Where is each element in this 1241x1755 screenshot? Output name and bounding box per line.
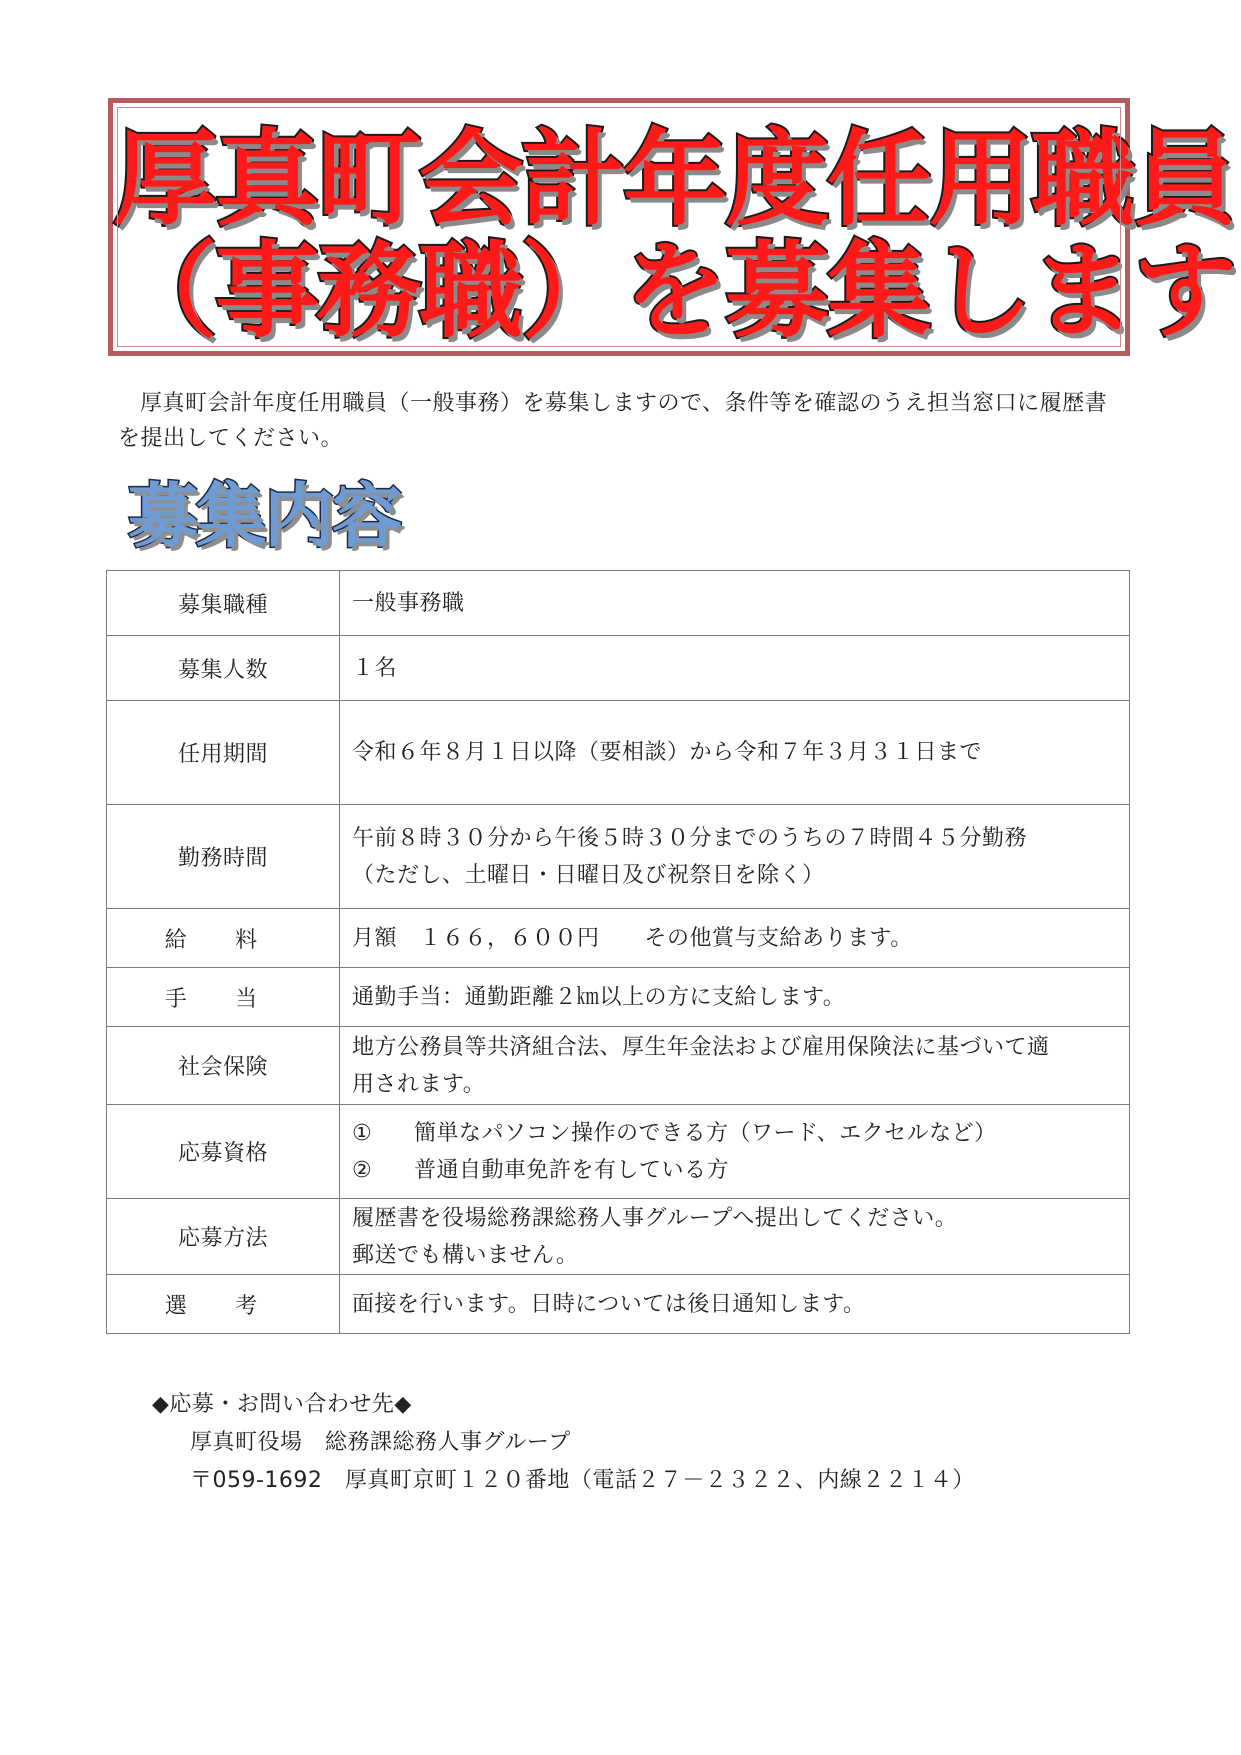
contact-block <box>152 1386 975 1500</box>
row-value-line: 一般事務職 <box>352 590 465 616</box>
row-label: 応募資格 <box>107 1105 340 1199</box>
row-label: 勤務時間 <box>107 805 340 909</box>
row-label: 応募方法 <box>107 1199 340 1275</box>
row-value <box>340 1105 1130 1199</box>
table-row <box>107 1275 1130 1334</box>
list-number: ① <box>352 1120 373 1146</box>
list-text: 普通自動車免許を有している方 <box>414 1157 730 1183</box>
row-label-text: 手当 <box>164 986 306 1012</box>
table-row <box>107 909 1130 968</box>
table-row <box>107 968 1130 1027</box>
row-value-line: １名 <box>352 655 398 681</box>
table-row <box>107 636 1130 701</box>
row-label-text: 給料 <box>164 927 306 953</box>
row-value <box>340 909 1130 968</box>
row-value <box>340 1027 1130 1105</box>
row-value-line: 地方公務員等共済組合法、厚生年金法および雇用保険法に基づいて適 <box>352 1034 1050 1060</box>
row-value <box>340 701 1130 805</box>
row-value-line: 履歴書を役場総務課総務人事グループへ提出してください。 <box>352 1205 958 1231</box>
row-value-line: 通勤手当：通勤距離２㎞以上の方に支給します。 <box>352 984 846 1010</box>
row-label-text: 選考 <box>164 1293 306 1319</box>
title-line-1: 厚真町会計年度任用職員 <box>113 118 1236 240</box>
table-row <box>107 1027 1130 1105</box>
row-value <box>340 571 1130 636</box>
row-value <box>340 636 1130 701</box>
contact-office: 厚真町役場 総務課総務人事グループ <box>190 1430 571 1455</box>
intro-text: 厚真町会計年度任用職員（一般事務）を募集しますので、条件等を確認のうえ担当窓口に履歴書を提出してください。 <box>118 391 1108 451</box>
row-label: 募集人数 <box>107 636 340 701</box>
row-value-line: 令和６年８月１日以降（要相談）から令和７年３月３１日まで <box>352 740 983 765</box>
title-line-2: （事務職）を募集します <box>113 230 1236 352</box>
table-row <box>107 1105 1130 1199</box>
table-row <box>107 805 1130 909</box>
row-label: 任用期間 <box>107 701 340 805</box>
contact-address: 〒059-1692 厚真町京町１２０番地（電話２７－２３２２、内線２２１４） <box>190 1468 975 1493</box>
row-value <box>340 1199 1130 1275</box>
row-label: 社会保険 <box>107 1027 340 1105</box>
list-number: ② <box>352 1157 373 1183</box>
table-row <box>107 1199 1130 1275</box>
row-label <box>107 1275 340 1334</box>
contact-heading: ◆応募・お問い合わせ先◆ <box>152 1392 412 1417</box>
row-value-line: 月額 １６６，６００円 その他賞与支給あります。 <box>352 925 913 951</box>
list-item <box>352 1152 1129 1189</box>
list-text: 簡単なパソコン操作のできる方（ワード、エクセルなど） <box>414 1120 997 1146</box>
table-row <box>107 701 1130 805</box>
row-value-line: 面接を行います。日時については後日通知します。 <box>352 1291 866 1317</box>
recruitment-table <box>106 570 1130 1334</box>
row-value <box>340 805 1130 909</box>
row-value <box>340 1275 1130 1334</box>
row-value <box>340 968 1130 1027</box>
row-value-line: 午前８時３０分から午後５時３０分までのうちの７時間４５分勤務 <box>352 825 1028 851</box>
row-label: 募集職種 <box>107 571 340 636</box>
row-value-line: 用されます。 <box>352 1071 486 1097</box>
list-item <box>352 1115 1129 1152</box>
row-value-line: （ただし、土曜日・日曜日及び祝祭日を除く） <box>352 862 825 888</box>
row-label <box>107 968 340 1027</box>
table-row <box>107 571 1130 636</box>
section-heading: 募集内容 <box>128 475 400 557</box>
row-value-line: 郵送でも構いません。 <box>352 1242 579 1268</box>
row-label <box>107 909 340 968</box>
title-banner <box>108 98 1236 356</box>
